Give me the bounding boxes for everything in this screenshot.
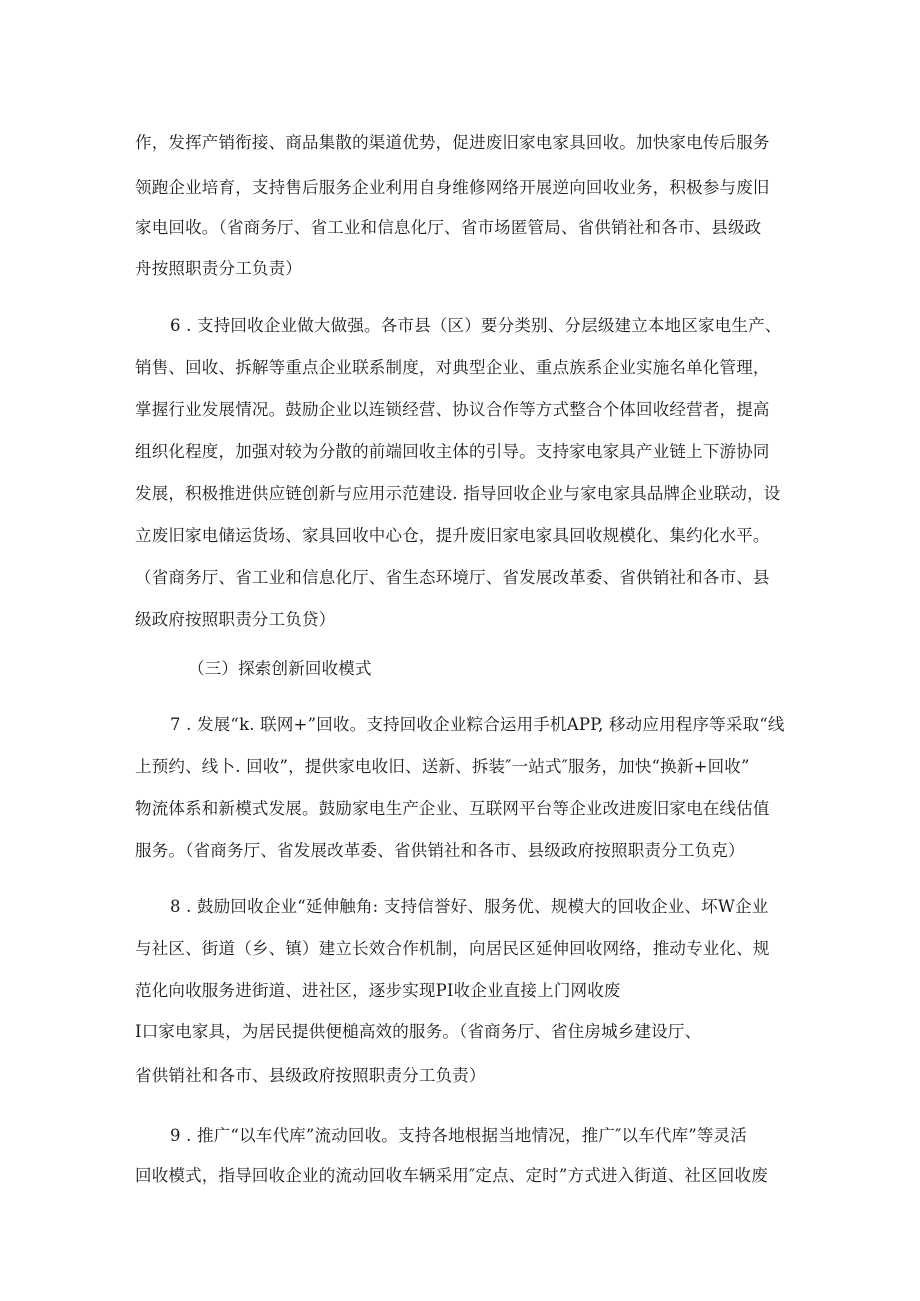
paragraph-line: 物流体系和新模式发展。鼓励家电生产企业、互联网平台等企业改进废旧家电在线估值 bbox=[135, 799, 770, 818]
item-7-heading: 7 . 发展“k. 联网+”回收。支持回收企业粽合运用手机APP, 移动应用程序等采取“线 bbox=[170, 715, 785, 734]
paragraph-line: 上预约、线卜. 回收”，提供家电收旧、送新、拆装″一站式″服务，加快“换新+回收” bbox=[135, 757, 750, 776]
paragraph-line: 家电回收。（省商务厅、省工业和信息化厅、省市场匿管局、省供销社和各市、县级政 bbox=[135, 218, 762, 237]
paragraph-line: 范化向收服务进街道、进社区，逐步实现PI收企业直接上门网收废 bbox=[135, 981, 621, 1000]
paragraph-line: 作，发挥产销衔接、商品集散的渠道优势，促进废旧家电家具回收。加快家电传后服务 bbox=[135, 133, 770, 152]
paragraph-line: 销售、回收、拆解等重点企业联系制度，对典型企业、重点族系企业实施名单化管理， bbox=[135, 358, 770, 377]
paragraph-line: 省供销社和各市、县级政府按照职责分工负责） bbox=[135, 1066, 486, 1085]
paragraph-line: 组织化程度，加强对较为分散的前端回收主体的引导。支持家电家具产业链上下游协同 bbox=[135, 442, 770, 461]
item-8-heading: 8 . 鼓励回收企业“延伸触角: 支持信誉好、服务优、规模大的回收企业、坏W企业 bbox=[170, 897, 769, 916]
paragraph-line: 立废旧家电储运货场、家具回收中心仓，提升废旧家电家具回收规模化、集约化水平。 bbox=[135, 526, 770, 545]
paragraph-line: 与社区、街道（乡、镇）建立长效合作机制，向居民区延伸回收网络，推动专业化、规 bbox=[135, 939, 770, 958]
paragraph-line: 舟按照职责分工负责） bbox=[135, 259, 302, 278]
item-6-heading: 6 . 支持回收企业做大做强。各市县（区）要分类别、分层级建立本地区家电生产、 bbox=[170, 316, 782, 335]
paragraph-line: 掌握行业发展情况。鼓励企业以连锁经营、协议合作等方式整合个体回收经营者，提高 bbox=[135, 400, 770, 419]
paragraph-line: 服务。（省商务厅、省发展改革委、省供销社和各市、县级政府按照职责分工负克） bbox=[135, 841, 745, 860]
paragraph-line: （省商务厅、省工业和信息化厅、省生态环境厅、省发展改革委、省供销社和各市、县 bbox=[135, 568, 770, 587]
paragraph-line: 发展，积极推进供应链创新与应用示范建设. 指导回收企业与家电家具品牌企业联动，设 bbox=[135, 484, 781, 503]
section-heading: （三）探索创新回收模式 bbox=[188, 659, 372, 678]
paragraph-line: I口家电家具，为居民提供便槌高效的服务。（省商务厅、省住房城乡建设厅、 bbox=[135, 1022, 702, 1041]
paragraph-line: 回收模式，指导回收企业的流动回收车辆采用″定点、定时”方式进入街道、社区回收废 bbox=[135, 1166, 768, 1185]
paragraph-line: 级政府按照职责分工负贷） bbox=[135, 610, 336, 629]
paragraph-line: 领跑企业培育，支持售后服务企业利用自身维修网络开展逆向回收业务，积极参与废旧 bbox=[135, 178, 770, 197]
item-9-heading: 9 . 推广“以车代库”流动回收。支持各地根据当地情况，推广″以车代库”等灵活 bbox=[170, 1126, 748, 1145]
